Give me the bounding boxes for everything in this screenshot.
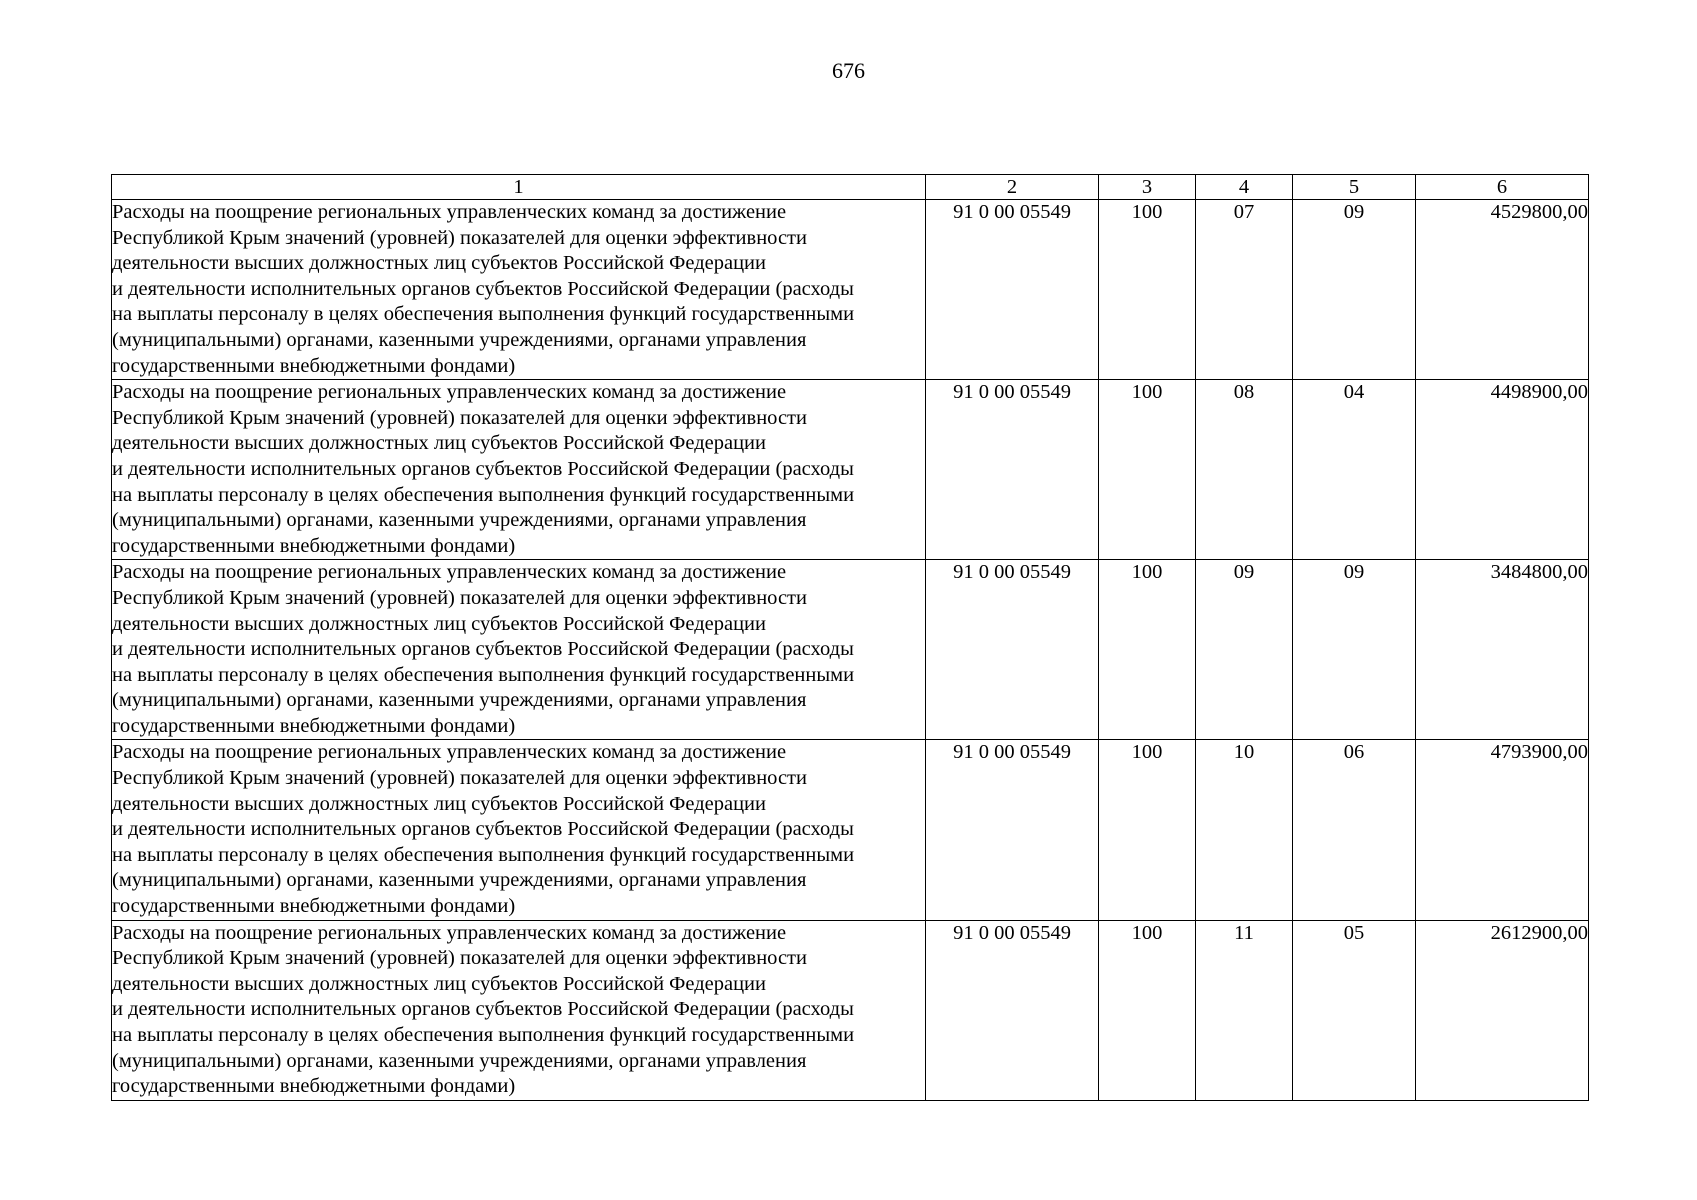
expense-type-code: 100	[1099, 380, 1196, 560]
amount: 4498900,00	[1416, 380, 1589, 560]
amount: 2612900,00	[1416, 920, 1589, 1100]
expense-description: Расходы на поощрение региональных управленческих команд за достижение Республикой Крым значений (уровней) показателей для оценки эффективности деятельности высших должностных лиц субъектов Российской Федерации и деятельности исполнительных органов субъектов Российской Федерации (расходы на выплаты персоналу в целях обеспечения выполнения функций государственными (муниципальными) органами, казенными учреждениями, органами управления государственными внебюджетными фондами)	[112, 920, 926, 1100]
section-code: 07	[1196, 200, 1293, 380]
target-article-code: 91 0 00 05549	[926, 560, 1099, 740]
table-row	[112, 380, 1589, 560]
budget-table	[111, 174, 1589, 1101]
column-header-2: 2	[926, 175, 1099, 200]
amount: 4529800,00	[1416, 200, 1589, 380]
column-header-1: 1	[112, 175, 926, 200]
page-number: 676	[832, 58, 865, 83]
amount: 3484800,00	[1416, 560, 1589, 740]
column-header-4: 4	[1196, 175, 1293, 200]
subsection-code: 05	[1293, 920, 1416, 1100]
target-article-code: 91 0 00 05549	[926, 380, 1099, 560]
subsection-code: 09	[1293, 560, 1416, 740]
expense-type-code: 100	[1099, 740, 1196, 920]
target-article-code: 91 0 00 05549	[926, 740, 1099, 920]
expense-type-code: 100	[1099, 200, 1196, 380]
table-row	[112, 560, 1589, 740]
column-header-3: 3	[1099, 175, 1196, 200]
table-row	[112, 740, 1589, 920]
expense-description: Расходы на поощрение региональных управленческих команд за достижение Республикой Крым значений (уровней) показателей для оценки эффективности деятельности высших должностных лиц субъектов Российской Федерации и деятельности исполнительных органов субъектов Российской Федерации (расходы на выплаты персоналу в целях обеспечения выполнения функций государственными (муниципальными) органами, казенными учреждениями, органами управления государственными внебюджетными фондами)	[112, 380, 926, 560]
subsection-code: 09	[1293, 200, 1416, 380]
column-header-6: 6	[1416, 175, 1589, 200]
section-code: 11	[1196, 920, 1293, 1100]
section-code: 09	[1196, 560, 1293, 740]
section-code: 10	[1196, 740, 1293, 920]
expense-description: Расходы на поощрение региональных управленческих команд за достижение Республикой Крым значений (уровней) показателей для оценки эффективности деятельности высших должностных лиц субъектов Российской Федерации и деятельности исполнительных органов субъектов Российской Федерации (расходы на выплаты персоналу в целях обеспечения выполнения функций государственными (муниципальными) органами, казенными учреждениями, органами управления государственными внебюджетными фондами)	[112, 200, 926, 380]
subsection-code: 06	[1293, 740, 1416, 920]
expense-description: Расходы на поощрение региональных управленческих команд за достижение Республикой Крым значений (уровней) показателей для оценки эффективности деятельности высших должностных лиц субъектов Российской Федерации и деятельности исполнительных органов субъектов Российской Федерации (расходы на выплаты персоналу в целях обеспечения выполнения функций государственными (муниципальными) органами, казенными учреждениями, органами управления государственными внебюджетными фондами)	[112, 560, 926, 740]
expense-description: Расходы на поощрение региональных управленческих команд за достижение Республикой Крым значений (уровней) показателей для оценки эффективности деятельности высших должностных лиц субъектов Российской Федерации и деятельности исполнительных органов субъектов Российской Федерации (расходы на выплаты персоналу в целях обеспечения выполнения функций государственными (муниципальными) органами, казенными учреждениями, органами управления государственными внебюджетными фондами)	[112, 740, 926, 920]
table-row	[112, 920, 1589, 1100]
expense-type-code: 100	[1099, 920, 1196, 1100]
subsection-code: 04	[1293, 380, 1416, 560]
expense-type-code: 100	[1099, 560, 1196, 740]
target-article-code: 91 0 00 05549	[926, 200, 1099, 380]
column-header-5: 5	[1293, 175, 1416, 200]
target-article-code: 91 0 00 05549	[926, 920, 1099, 1100]
table-row	[112, 200, 1589, 380]
amount: 4793900,00	[1416, 740, 1589, 920]
section-code: 08	[1196, 380, 1293, 560]
table-header-row	[112, 175, 1589, 200]
